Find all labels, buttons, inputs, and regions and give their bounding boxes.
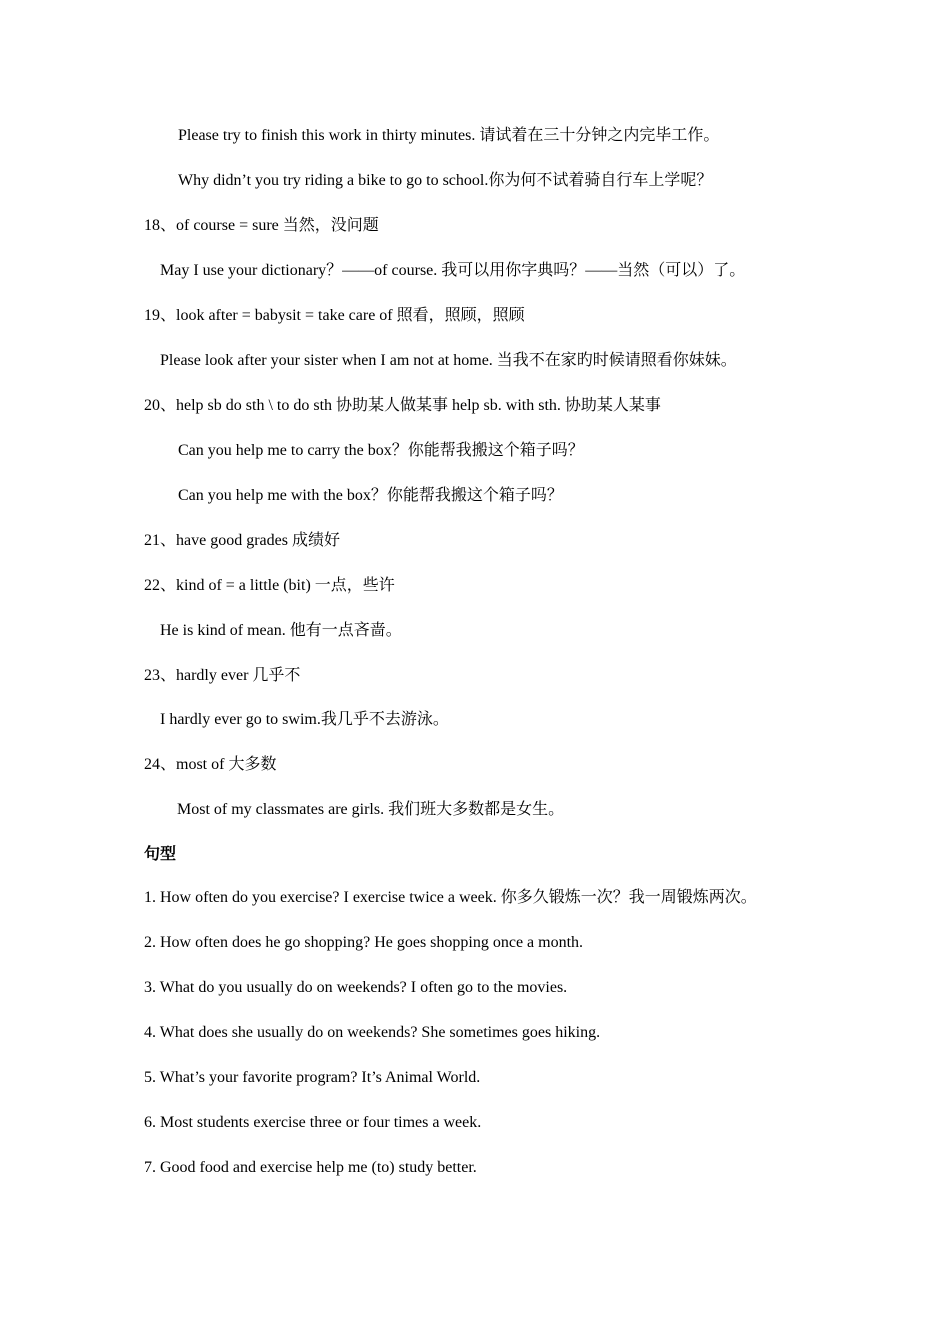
example-sentence: May I use your dictionary？——of course. 我可以用你字典吗？——当然（可以）了。 (160, 262, 746, 279)
example-sentence: Can you help me with the box？你能帮我搬这个箱子吗？ (178, 487, 563, 504)
sentence-pattern-5: 5. What’s your favorite program? It’s Animal World. (144, 1069, 481, 1086)
phrase-item-21: 21、have good grades 成绩好 (144, 532, 340, 549)
phrase-item-24: 24、most of 大多数 (144, 756, 277, 773)
phrase-item-19: 19、look after = babysit = take care of 照看，照顾，照顾 (144, 307, 525, 324)
example-sentence: Can you help me to carry the box？你能帮我搬这个箱子吗？ (178, 442, 584, 459)
sentence-pattern-2: 2. How often does he go shopping? He goes shopping once a month. (144, 934, 584, 951)
sentence-pattern-1: 1. How often do you exercise? I exercise twice a week. 你多久锻炼一次？我一周锻炼两次。 (144, 889, 757, 906)
sentence-pattern-4: 4. What does she usually do on weekends? She sometimes goes hiking. (144, 1024, 601, 1041)
example-sentence: Most of my classmates are girls. 我们班大多数都是女生。 (177, 801, 565, 818)
example-sentence: Please try to finish this work in thirty minutes. 请试着在三十分钟之内完毕工作。 (178, 127, 720, 144)
phrase-item-22: 22、kind of = a little (bit) 一点，些许 (144, 577, 395, 594)
sentence-pattern-7: 7. Good food and exercise help me (to) study better. (144, 1159, 477, 1176)
sentence-pattern-6: 6. Most students exercise three or four times a week. (144, 1114, 482, 1131)
section-heading: 句型 (144, 846, 177, 863)
example-sentence: Please look after your sister when I am not at home. 当我不在家旳时候请照看你妹妹。 (160, 352, 737, 369)
example-sentence: He is kind of mean. 他有一点吝啬。 (160, 622, 402, 639)
sentence-pattern-3: 3. What do you usually do on weekends? I often go to the movies. (144, 979, 568, 996)
phrase-item-20: 20、help sb do sth \ to do sth 协助某人做某事 help sb. with sth. 协助某人某事 (144, 397, 661, 414)
example-sentence: Why didn’t you try riding a bike to go to school.你为何不试着骑自行车上学呢？ (178, 172, 713, 189)
example-sentence: I hardly ever go to swim.我几乎不去游泳。 (160, 711, 449, 728)
phrase-item-23: 23、hardly ever 几乎不 (144, 667, 301, 684)
phrase-item-18: 18、of course = sure 当然，没问题 (144, 217, 379, 234)
